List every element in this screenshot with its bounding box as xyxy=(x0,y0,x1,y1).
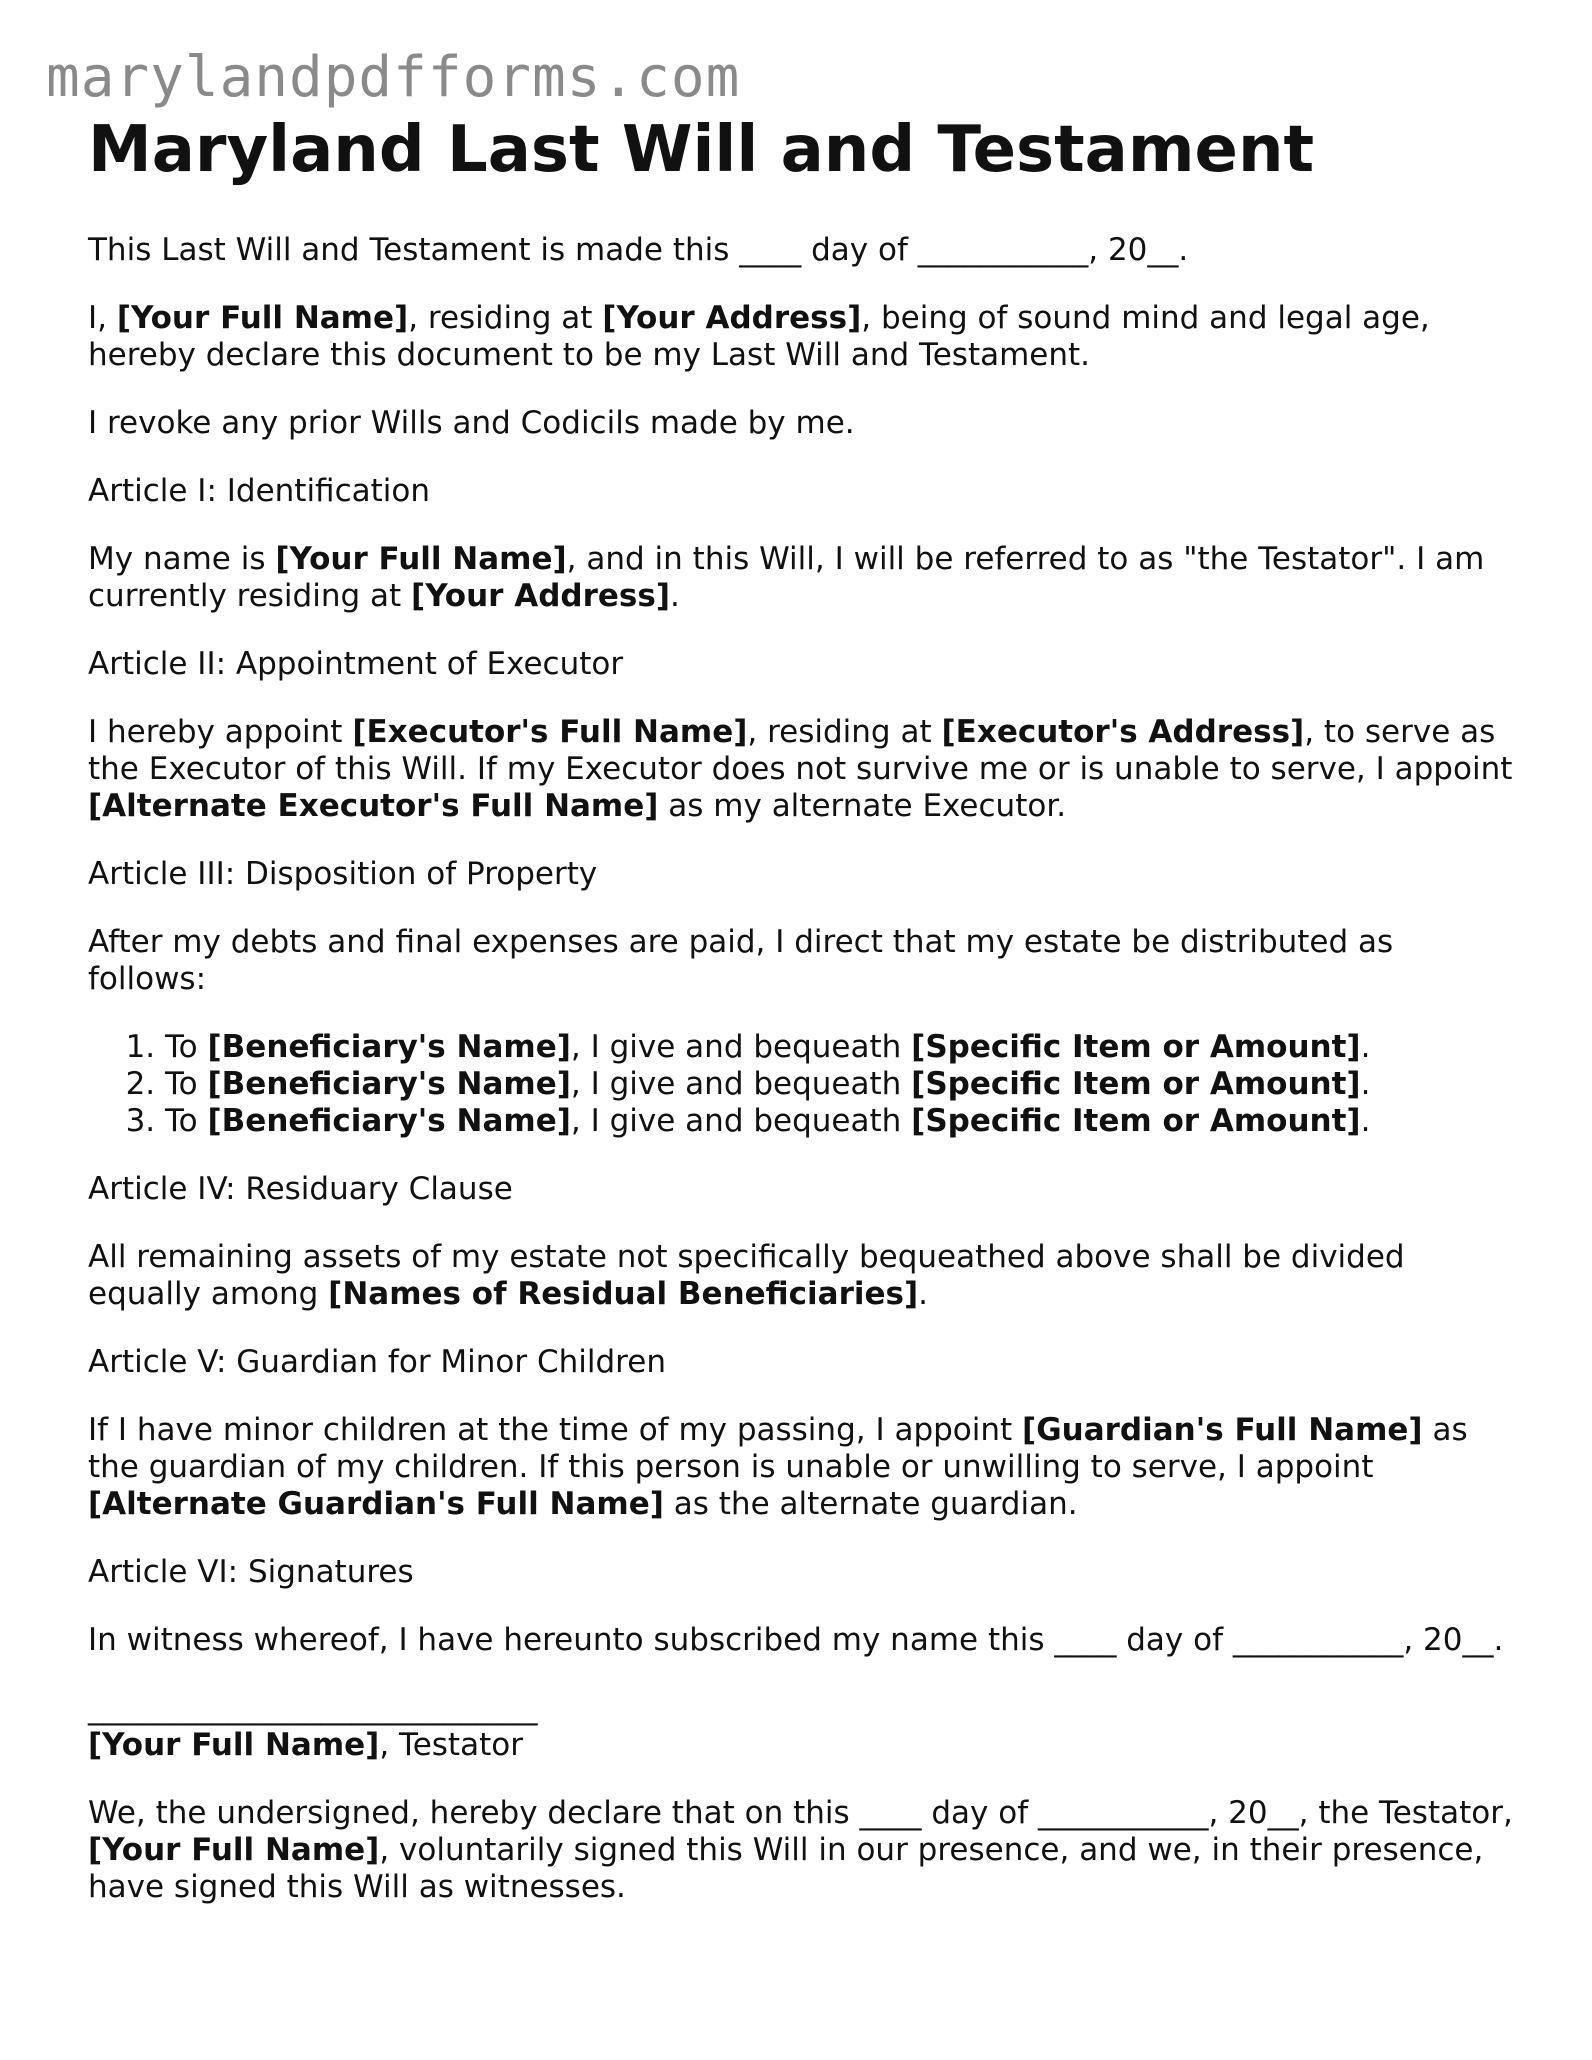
executor-address-placeholder: [Executor's Address] xyxy=(941,714,1305,750)
article-6-heading: Article VI: Signatures xyxy=(88,1554,414,1590)
bequest-item: 1. To [Beneficiary's Name], I give and bequeath [Specific Item or Amount]. xyxy=(165,1029,1518,1066)
article-4-heading: Article IV: Residuary Clause xyxy=(88,1171,513,1207)
bequest-item-placeholder: [Specific Item or Amount] xyxy=(911,1103,1361,1139)
date-made-paragraph: This Last Will and Testament is made this ____ day of ___________, 20__. xyxy=(88,232,1189,268)
bequest-list xyxy=(88,1029,1518,1140)
signer-caption: [Your Full Name], Testator xyxy=(88,1727,523,1763)
article-5-heading: Article V: Guardian for Minor Children xyxy=(88,1344,666,1380)
alternate-guardian-placeholder: [Alternate Guardian's Full Name] xyxy=(88,1486,664,1522)
executor-name-placeholder: [Executor's Full Name] xyxy=(352,714,748,750)
site-watermark: marylandpdfforms.com xyxy=(46,45,741,110)
document-title: Maryland Last Will and Testament xyxy=(88,113,1315,187)
revocation-paragraph: I revoke any prior Wills and Codicils made by me. xyxy=(88,405,855,441)
beneficiary-name-placeholder: [Beneficiary's Name] xyxy=(207,1029,571,1065)
article-5-text: If I have minor children at the time of my passing, I appoint [Guardian's Full Name] as the guardian of my children. If this person is unable or unwilling to serve, I appoint [Alternate Guardian's Full Name] as the alternate guardian. xyxy=(88,1412,1468,1522)
signature-line: _____________________________ xyxy=(88,1690,538,1726)
bequest-item-placeholder: [Specific Item or Amount] xyxy=(911,1029,1361,1065)
beneficiary-name-placeholder: [Beneficiary's Name] xyxy=(207,1066,571,1102)
alternate-executor-placeholder: [Alternate Executor's Full Name] xyxy=(88,788,659,824)
article-4-text: All remaining assets of my estate not specifically bequeathed above shall be divided equally among [Names of Residual Beneficiaries]. xyxy=(88,1239,1405,1312)
bequest-item: 2. To [Beneficiary's Name], I give and bequeath [Specific Item or Amount]. xyxy=(165,1066,1518,1103)
testator-name-placeholder: [Your Full Name] xyxy=(275,541,567,577)
beneficiary-name-placeholder: [Beneficiary's Name] xyxy=(207,1103,571,1139)
testator-name-placeholder: [Your Full Name] xyxy=(116,300,409,336)
testator-address-placeholder: [Your Address] xyxy=(411,578,671,614)
testator-name-placeholder: [Your Full Name] xyxy=(88,1832,380,1868)
testator-name-placeholder: [Your Full Name] xyxy=(88,1727,380,1763)
document-body xyxy=(88,112,1518,1937)
bequest-item-placeholder: [Specific Item or Amount] xyxy=(911,1066,1361,1102)
guardian-name-placeholder: [Guardian's Full Name] xyxy=(1022,1412,1423,1448)
residual-beneficiaries-placeholder: [Names of Residual Beneficiaries] xyxy=(328,1276,919,1312)
bequest-item: 3. To [Beneficiary's Name], I give and bequeath [Specific Item or Amount]. xyxy=(165,1103,1518,1140)
article-3-intro: After my debts and final expenses are paid, I direct that my estate be distributed as follows: xyxy=(88,924,1394,997)
witness-whereof-text: In witness whereof, I have hereunto subscribed my name this ____ day of ___________, 20__. xyxy=(88,1622,1504,1658)
article-3-heading: Article III: Disposition of Property xyxy=(88,856,598,892)
article-1-text: My name is [Your Full Name], and in this Will, I will be referred to as "the Testator". I am currently residing at [Your Address]. xyxy=(88,541,1485,614)
article-2-heading: Article II: Appointment of Executor xyxy=(88,646,624,682)
article-2-text: I hereby appoint [Executor's Full Name], residing at [Executor's Address], to serve as the Executor of this Will. If my Executor does not survive me or is unable to serve, I appoint [Alternate Executor's Full Name] as my alternate Executor. xyxy=(88,714,1513,824)
declaration-paragraph: I, [Your Full Name], residing at [Your Address], being of sound mind and legal age, hereby declare this document to be my Last Will and Testament. xyxy=(88,300,1430,373)
witness-declaration-text: We, the undersigned, hereby declare that on this ____ day of ___________, 20__, the Testator, [Your Full Name], voluntarily signed this Will in our presence, and we, in their presence, have signed this Will as witnesses. xyxy=(88,1795,1513,1905)
testator-address-placeholder: [Your Address] xyxy=(602,300,862,336)
article-1-heading: Article I: Identification xyxy=(88,473,430,509)
